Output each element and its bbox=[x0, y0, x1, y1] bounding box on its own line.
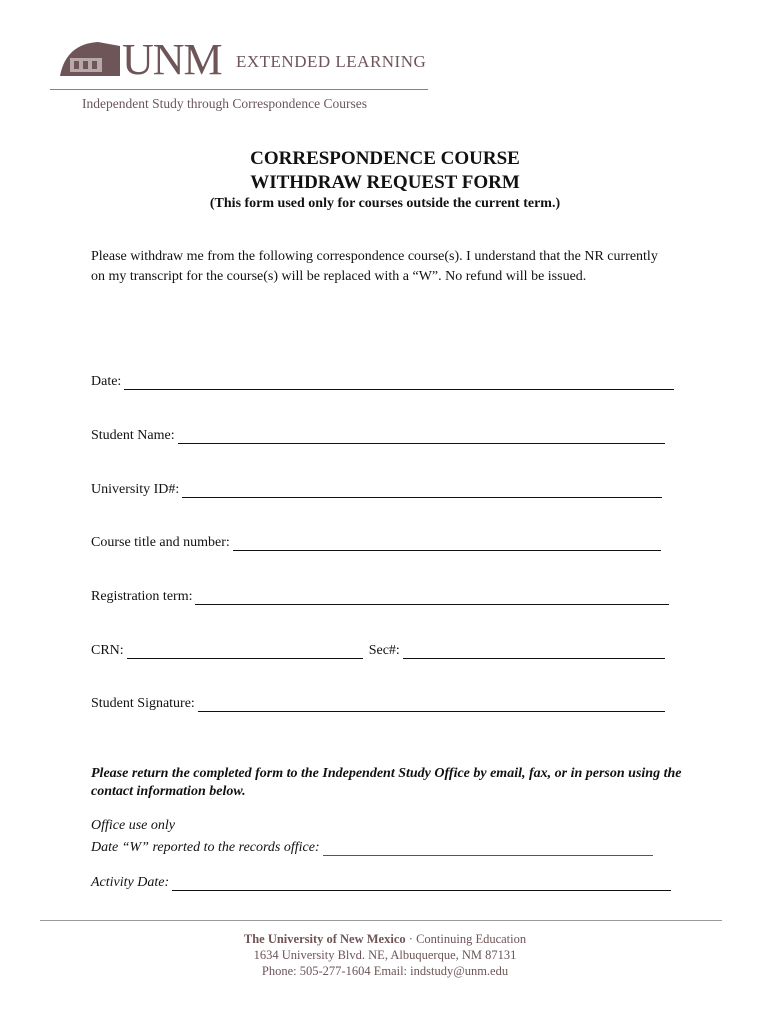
header-divider bbox=[50, 89, 428, 90]
university-id-input-line[interactable] bbox=[182, 483, 662, 498]
header-subtitle: Independent Study through Correspondence Courses bbox=[82, 96, 367, 111]
sec-input-line[interactable] bbox=[403, 644, 665, 659]
w-reported-input-line[interactable] bbox=[323, 841, 653, 856]
sec-label: Sec#: bbox=[368, 643, 400, 658]
student-name-field[interactable] bbox=[91, 424, 665, 444]
crn-sec-field[interactable] bbox=[91, 639, 665, 659]
form-title-line1: CORRESPONDENCE COURSE bbox=[250, 148, 520, 169]
course-title-field[interactable] bbox=[91, 531, 661, 551]
intro-paragraph: Please withdraw me from the following correspondence course(s). I understand that the NR currently on my transcript for the course(s) will be replaced with a “W”. No refund will be issued. bbox=[91, 249, 658, 284]
w-reported-label: Date “W” reported to the records office: bbox=[91, 840, 320, 855]
unm-building-icon bbox=[56, 36, 122, 80]
registration-term-label: Registration term: bbox=[91, 589, 193, 604]
registration-term-input-line[interactable] bbox=[195, 590, 669, 605]
w-reported-field[interactable] bbox=[91, 836, 653, 856]
footer-line1 bbox=[0, 931, 770, 947]
date-label: Date: bbox=[91, 374, 122, 389]
course-title-label: Course title and number: bbox=[91, 535, 230, 550]
course-title-input-line[interactable] bbox=[233, 536, 661, 551]
footer-department: Continuing Education bbox=[416, 932, 527, 946]
student-name-label: Student Name: bbox=[91, 428, 175, 443]
student-signature-field[interactable] bbox=[91, 692, 665, 712]
date-input-line[interactable] bbox=[124, 375, 674, 390]
activity-date-input-line[interactable] bbox=[172, 876, 671, 891]
extended-learning-label: EXTENDED LEARNING bbox=[236, 52, 427, 71]
activity-date-label: Activity Date: bbox=[91, 875, 170, 890]
activity-date-field[interactable] bbox=[91, 871, 671, 891]
logo-unm-text: UNM bbox=[122, 35, 222, 84]
university-id-label: University ID#: bbox=[91, 482, 180, 497]
footer-contact: Phone: 505-277-1604 Email: indstudy@unm.edu bbox=[261, 964, 509, 978]
office-use-heading: Office use only bbox=[91, 818, 175, 833]
footer-separator: · bbox=[405, 932, 417, 946]
footer-divider bbox=[40, 920, 722, 921]
student-signature-input-line[interactable] bbox=[198, 697, 665, 712]
registration-term-field[interactable] bbox=[91, 585, 669, 605]
unm-logo bbox=[56, 36, 436, 96]
form-title-note: (This form used only for courses outside the current term.) bbox=[209, 196, 561, 211]
form-title-line2: WITHDRAW REQUEST FORM bbox=[250, 172, 520, 193]
student-name-input-line[interactable] bbox=[178, 429, 665, 444]
student-signature-label: Student Signature: bbox=[91, 696, 195, 711]
footer-address: 1634 University Blvd. NE, Albuquerque, NM 87131 bbox=[253, 948, 517, 962]
return-notice: Please return the completed form to the Independent Study Office by email, fax, or in person using the contact information below. bbox=[91, 766, 682, 799]
crn-input-line[interactable] bbox=[127, 644, 363, 659]
date-field[interactable] bbox=[91, 370, 674, 390]
footer-university: The University of New Mexico bbox=[243, 932, 406, 946]
university-id-field[interactable] bbox=[91, 478, 662, 498]
crn-label: CRN: bbox=[91, 643, 124, 658]
